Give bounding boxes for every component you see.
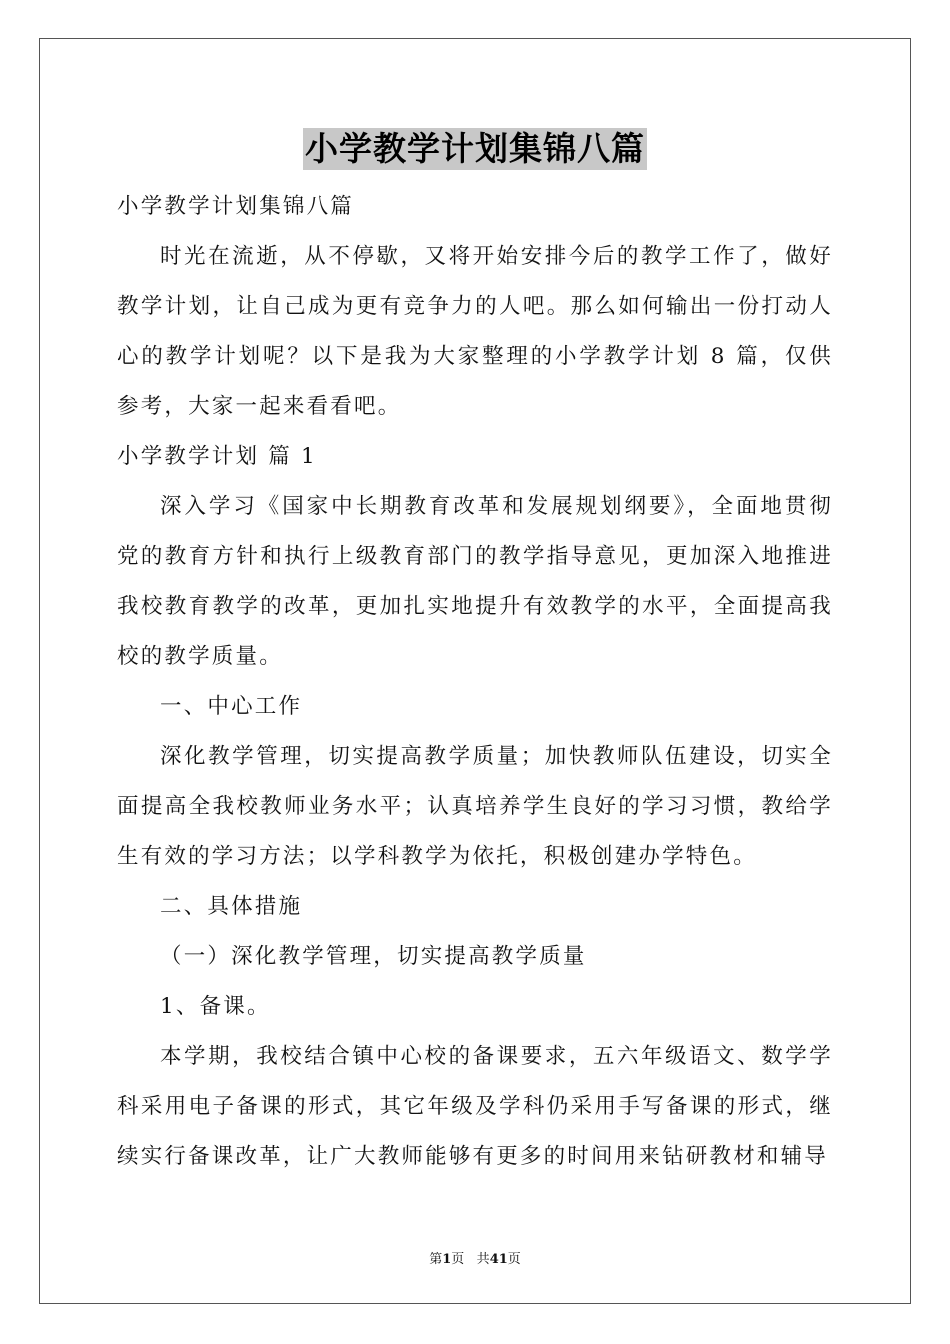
paragraph: 一、中心工作 [160, 694, 303, 719]
paragraph: 二、具体措施 [160, 894, 303, 919]
paragraph: 深入学习《国家中长期教育改革和发展规划纲要》，全面地贯彻党的教育方针和执行上级教育部门的教学指导意见，更加深入地推进我校教育教学的改革，更加扎实地提升有效教学的水平，全面提高我校的教学质量。 [117, 494, 833, 669]
paragraph: 小学教学计划 篇 1 [117, 444, 317, 469]
footer-page-unit: 页 [451, 1252, 465, 1267]
footer-page-number: 1 [442, 1252, 452, 1267]
paragraph: 本学期，我校结合镇中心校的备课要求，五六年级语文、数学学科采用电子备课的形式，其它年级及学科仍采用手写备课的形式，继续实行备课改革，让广大教师能够有更多的时间用来钻研教材和辅导 [117, 1044, 833, 1169]
footer-page-prefix: 第 [429, 1252, 443, 1267]
page-footer [0, 1248, 950, 1267]
footer-total-prefix: 共 [476, 1252, 490, 1267]
paragraph: （一）深化教学管理，切实提高教学质量 [160, 944, 587, 969]
title-container [0, 128, 950, 170]
paragraph: 小学教学计划集锦八篇 [117, 194, 355, 219]
footer-total-pages: 41 [489, 1252, 508, 1267]
paragraph: 1、备课。 [160, 994, 271, 1019]
paragraph: 深化教学管理，切实提高教学质量；加快教师队伍建设，切实全面提高全我校教师业务水平；认真培养学生良好的学习习惯，教给学生有效的学习方法；以学科教学为依托，积极创建办学特色。 [117, 744, 833, 869]
document-body [117, 182, 833, 1182]
footer-total-unit: 页 [507, 1252, 521, 1267]
document-title: 小学教学计划集锦八篇 [305, 129, 645, 168]
paragraph: 时光在流逝，从不停歇，又将开始安排今后的教学工作了，做好教学计划，让自己成为更有竞争力的人吧。那么如何输出一份打动人心的教学计划呢？以下是我为大家整理的小学教学计划 8 篇，仅供参考，大家一起来看看吧。 [117, 244, 833, 419]
